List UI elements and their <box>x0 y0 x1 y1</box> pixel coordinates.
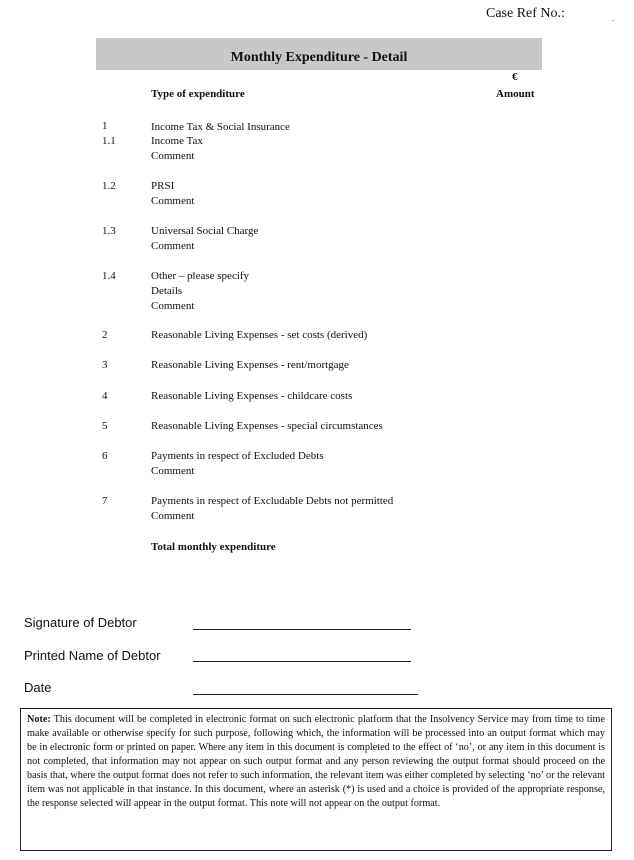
row-line: Universal Social Charge <box>151 225 259 237</box>
note-box <box>20 708 612 851</box>
row-line: Comment <box>151 465 195 477</box>
row-label-3 <box>151 358 349 373</box>
note-prefix: Note: <box>27 714 51 725</box>
row-line: Comment <box>151 510 195 522</box>
date-label: Date <box>24 680 52 695</box>
row-label-5 <box>151 419 383 434</box>
note-text: This document will be completed in electronic format on such electronic platform that the Insolvency Service may from time to time make available or otherwise specify for such purpose, following which, the information will be processed into an output format which may be in electronic form or printed on paper. Where any item in this document is completed to the effect of ‘no’, or any item in this document is not completed, that information may not appear on such output format and any person reviewing the output format should proceed on the basis that, where the output format does not refer to such information, the relevant item was either completed by selecting ‘no’ or the relevant item was not applicable in that instance. In this document, where an asterisk (*) is used and a choice is provided of the appropriate response, the response selected will appear in the output format. This note will not appear on the output format. <box>27 714 605 809</box>
row-line: Comment <box>151 195 195 207</box>
currency-symbol: € <box>512 71 518 83</box>
row-label-6 <box>151 449 324 479</box>
signature-label: Signature of Debtor <box>24 615 137 630</box>
row-line: Income Tax <box>151 135 203 147</box>
row-label-2 <box>151 328 367 343</box>
row-number-1-2: 1.2 <box>102 180 116 192</box>
row-number-5: 5 <box>102 420 108 432</box>
total-monthly-expenditure: Total monthly expenditure <box>151 541 276 553</box>
row-label-1-3 <box>151 224 258 254</box>
row-label-1-4 <box>151 269 249 314</box>
case-ref-dot: . <box>612 14 614 23</box>
row-number-1-1: 1.1 <box>102 135 116 147</box>
row-number-1: 1 <box>102 120 108 132</box>
row-line: Reasonable Living Expenses - set costs (derived) <box>151 329 368 341</box>
row-label-7 <box>151 494 393 524</box>
page-title: Monthly Expenditure - Detail <box>230 50 408 65</box>
amount-heading: Amount <box>496 88 535 100</box>
printed-name-line[interactable] <box>193 661 411 662</box>
row-label-4 <box>151 389 352 404</box>
row-number-1-4: 1.4 <box>102 270 116 282</box>
row-line: Payments in respect of Excluded Debts <box>151 450 324 462</box>
row-line: Reasonable Living Expenses - rent/mortgage <box>151 359 349 371</box>
row-line: Comment <box>151 150 195 162</box>
case-ref-label: Case Ref No.: <box>486 6 565 21</box>
row-number-6: 6 <box>102 450 108 462</box>
row-number-3: 3 <box>102 359 108 371</box>
row-line: Details <box>151 285 183 297</box>
signature-line[interactable] <box>193 629 411 630</box>
row-line: Comment <box>151 240 195 252</box>
row-line: Comment <box>151 300 195 312</box>
date-line[interactable] <box>193 694 418 695</box>
row-number-4: 4 <box>102 390 108 402</box>
row-number-7: 7 <box>102 495 108 507</box>
title-bar <box>96 38 542 70</box>
row-line: Income Tax & Social Insurance <box>151 121 290 133</box>
row-number-1-3: 1.3 <box>102 225 116 237</box>
row-label-1-2 <box>151 179 194 209</box>
row-line: Reasonable Living Expenses - childcare costs <box>151 390 353 402</box>
row-line: PRSI <box>151 180 175 192</box>
row-line: Reasonable Living Expenses - special circumstances <box>151 420 383 432</box>
type-heading: Type of expenditure <box>151 88 245 100</box>
printed-name-label: Printed Name of Debtor <box>24 648 161 663</box>
row-line: Other – please specify <box>151 270 250 282</box>
row-label-1 <box>151 120 290 135</box>
row-number-2: 2 <box>102 329 108 341</box>
row-line: Payments in respect of Excludable Debts not permitted <box>151 495 394 507</box>
row-label-1-1 <box>151 134 203 164</box>
